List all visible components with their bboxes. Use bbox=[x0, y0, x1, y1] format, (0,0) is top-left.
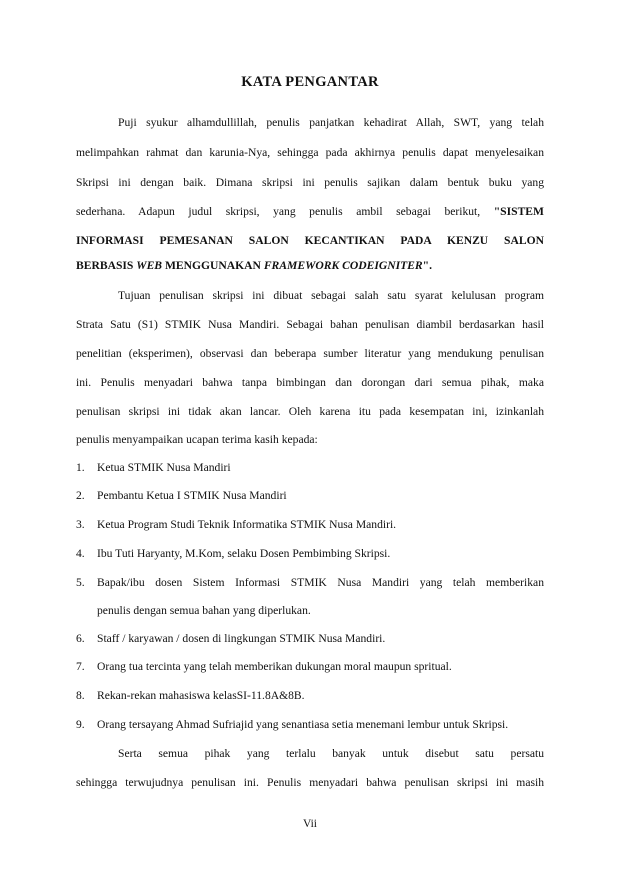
list-text: Rekan-rekan mahasiswa kelasSI-11.8A&8B. bbox=[97, 689, 305, 702]
thesis-title-italic: WEB bbox=[136, 259, 163, 272]
list-text: Ketua STMIK Nusa Mandiri bbox=[97, 461, 231, 474]
paragraph-line: melimpahkan rahmat dan karunia-Nya, sehingga pada akhirnya penulis dapat menyelesaikan bbox=[76, 146, 544, 159]
list-number: 2. bbox=[76, 489, 85, 502]
paragraph-line: Tujuan penulisan skripsi ini dibuat sebagai salah satu syarat kelulusan program bbox=[118, 289, 544, 302]
paragraph-line bbox=[76, 204, 544, 220]
list-number: 3. bbox=[76, 518, 85, 531]
list-text: Orang tua tercinta yang telah memberikan dukungan moral maupun spritual. bbox=[97, 660, 452, 673]
list-text: Pembantu Ketua I STMIK Nusa Mandiri bbox=[97, 489, 287, 502]
list-number: 5. bbox=[76, 576, 85, 589]
list-number: 9. bbox=[76, 718, 85, 731]
list-number: 6. bbox=[76, 632, 85, 645]
list-number: 7. bbox=[76, 660, 85, 673]
list-text: Ibu Tuti Haryanty, M.Kom, selaku Dosen Pembimbing Skripsi. bbox=[97, 547, 391, 560]
paragraph-line: Serta semua pihak yang terlalu banyak untuk disebut satu persatu bbox=[118, 747, 544, 760]
thesis-title-line bbox=[76, 258, 544, 274]
list-item-continuation: penulis dengan semua bahan yang diperlukan. bbox=[97, 604, 311, 617]
thesis-title-bold: "SISTEM bbox=[493, 205, 544, 218]
paragraph-line: penulis menyampaikan ucapan terima kasih kepada: bbox=[76, 433, 318, 446]
page-number: Vii bbox=[302, 818, 317, 830]
list-text: Staff / karyawan / dosen di lingkungan STMIK Nusa Mandiri. bbox=[97, 632, 386, 645]
thesis-title-italic: FRAMEWORK CODEIGNITER bbox=[263, 259, 423, 272]
list-number: 4. bbox=[76, 547, 85, 560]
paragraph-line: sehingga terwujudnya penulisan ini. Penulis menyadari bahwa penulisan skripsi ini masih bbox=[76, 776, 544, 789]
thesis-title-bold: MENGGUNAKAN bbox=[164, 259, 261, 272]
paragraph-line: Strata Satu (S1) STMIK Nusa Mandiri. Sebagai bahan penulisan diambil berdasarkan hasil bbox=[76, 318, 544, 331]
thesis-title-line: INFORMASI PEMESANAN SALON KECANTIKAN PADA KENZU SALON bbox=[76, 234, 544, 247]
paragraph-line: penulisan skripsi ini tidak akan lancar. Oleh karena itu pada kesempatan ini, izinkanlah bbox=[76, 405, 544, 418]
list-text: Orang tersayang Ahmad Sufriajid yang senantiasa setia menemani lembur untuk Skripsi. bbox=[97, 718, 509, 731]
list-text: Bapak/ibu dosen Sistem Informasi STMIK Nusa Mandiri yang telah memberikan bbox=[97, 576, 544, 589]
thesis-title-bold: ". bbox=[422, 259, 432, 272]
paragraph-line: Skripsi ini dengan baik. Dimana skripsi ini penulis sajikan dalam bentuk buku yang bbox=[76, 176, 544, 189]
list-number: 1. bbox=[76, 461, 85, 474]
list-text: Ketua Program Studi Teknik Informatika STMIK Nusa Mandiri. bbox=[97, 518, 397, 531]
paragraph-line: Puji syukur alhamdullillah, penulis panjatkan kehadirat Allah, SWT, yang telah bbox=[118, 116, 544, 129]
paragraph-line: penelitian (eksperimen), observasi dan beberapa sumber literatur yang mendukung penulisan bbox=[76, 347, 544, 360]
list-number: 8. bbox=[76, 689, 85, 702]
paragraph-line: ini. Penulis menyadari bahwa tanpa bimbingan dan dorongan dari semua pihak, maka bbox=[76, 376, 544, 389]
thesis-title-bold: BERBASIS bbox=[76, 259, 134, 272]
paragraph-text: sederhana. Adapun judul skripsi, yang penulis ambil sebagai berikut, bbox=[76, 205, 481, 218]
page-title: KATA PENGANTAR bbox=[241, 74, 379, 90]
